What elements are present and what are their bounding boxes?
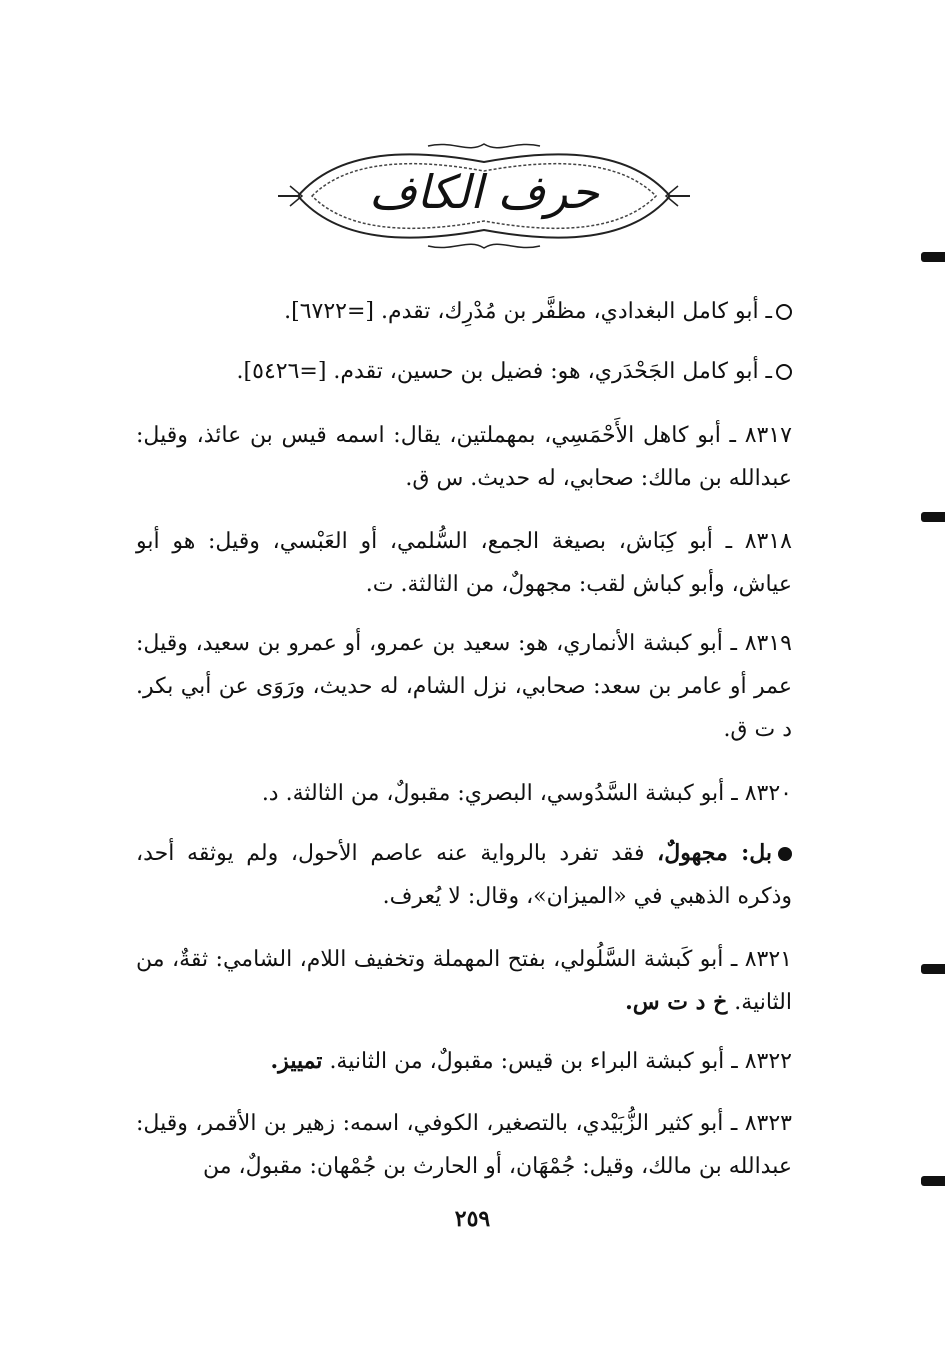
page-edge-mark: [921, 252, 945, 262]
entry-cross-reference: ـ أبو كامل الجَحْدَري، هو: فضيل بن حسين، تقدم. [=٥٤٢٦].: [136, 350, 832, 393]
page-edge-mark: [921, 964, 945, 974]
circle-marker-icon: [776, 364, 792, 380]
bullet-dot-icon: [778, 847, 792, 861]
entry-8319: ٨٣١٩ ـ أبو كبشة الأنماري، هو: سعيد بن عمرو، أو عمرو بن سعيد، وقيل: عمر أو عامر بن سعد: صحابي، نزل الشام، له حديث، ورَوَى عن أبي بكر. د ت ق.: [136, 631, 792, 742]
editor-comment: بل: مجهولٌ، فقد تفرد بالرواية عنه عاصم الأحول، ولم يوثقه أحد، وذكره الذهبي في «الميزان»، وقال: لا يُعرف.: [136, 840, 792, 909]
entry-8320: ٨٣٢٠ ـ أبو كبشة السَّدُوسي، البصري: مقبولٌ، من الثالثة. د.: [261, 781, 792, 806]
entry-cross-reference: ـ أبو كامل البغدادي، مظفَّر بن مُدْرِك، تقدم. [=٦٧٢٢].: [136, 290, 832, 333]
circle-marker-icon: [776, 304, 792, 320]
entry-8321: ٨٣٢١ ـ أبو كَبشة السَّلُولي، بفتح المهملة وتخفيف اللام، الشامي: ثقةٌ، من الثانية. خ د ت س.: [136, 947, 792, 1015]
page-number: ٢٥٩: [454, 1206, 491, 1232]
entry-8323: ٨٣٢٣ ـ أبو كثير الزُّبَيْدي، بالتصغير، الكوفي، اسمه: زهير بن الأقمر، وقيل: عبدالله بن مالك، وقيل: جُمْهَان، أو الحارث بن جُمْهان: مقبولٌ، من: [136, 1111, 792, 1179]
entry-8322: ٨٣٢٢ ـ أبو كبشة البراء بن قيس: مقبولٌ، من الثانية. تمييز.: [270, 1048, 792, 1074]
page-edge-mark: [921, 1176, 945, 1186]
entry-8317: ٨٣١٧ ـ أبو كاهل الأَحْمَسِي، بمهملتين، يقال: اسمه قيس بن عائذ، وقيل: عبدالله بن مالك: صحابي، له حديث. س ق.: [136, 423, 792, 491]
page-edge-mark: [921, 512, 945, 522]
entry-8318: ٨٣١٨ ـ أبو كِبَاش، بصيغة الجمع، السُّلمي، أو العَبْسي، وقيل: هو أبو عياش، وأبو كباش لقب: مجهولٌ، من الثالثة. ت.: [136, 529, 792, 597]
chapter-title: حرف الكاف: [368, 165, 600, 219]
